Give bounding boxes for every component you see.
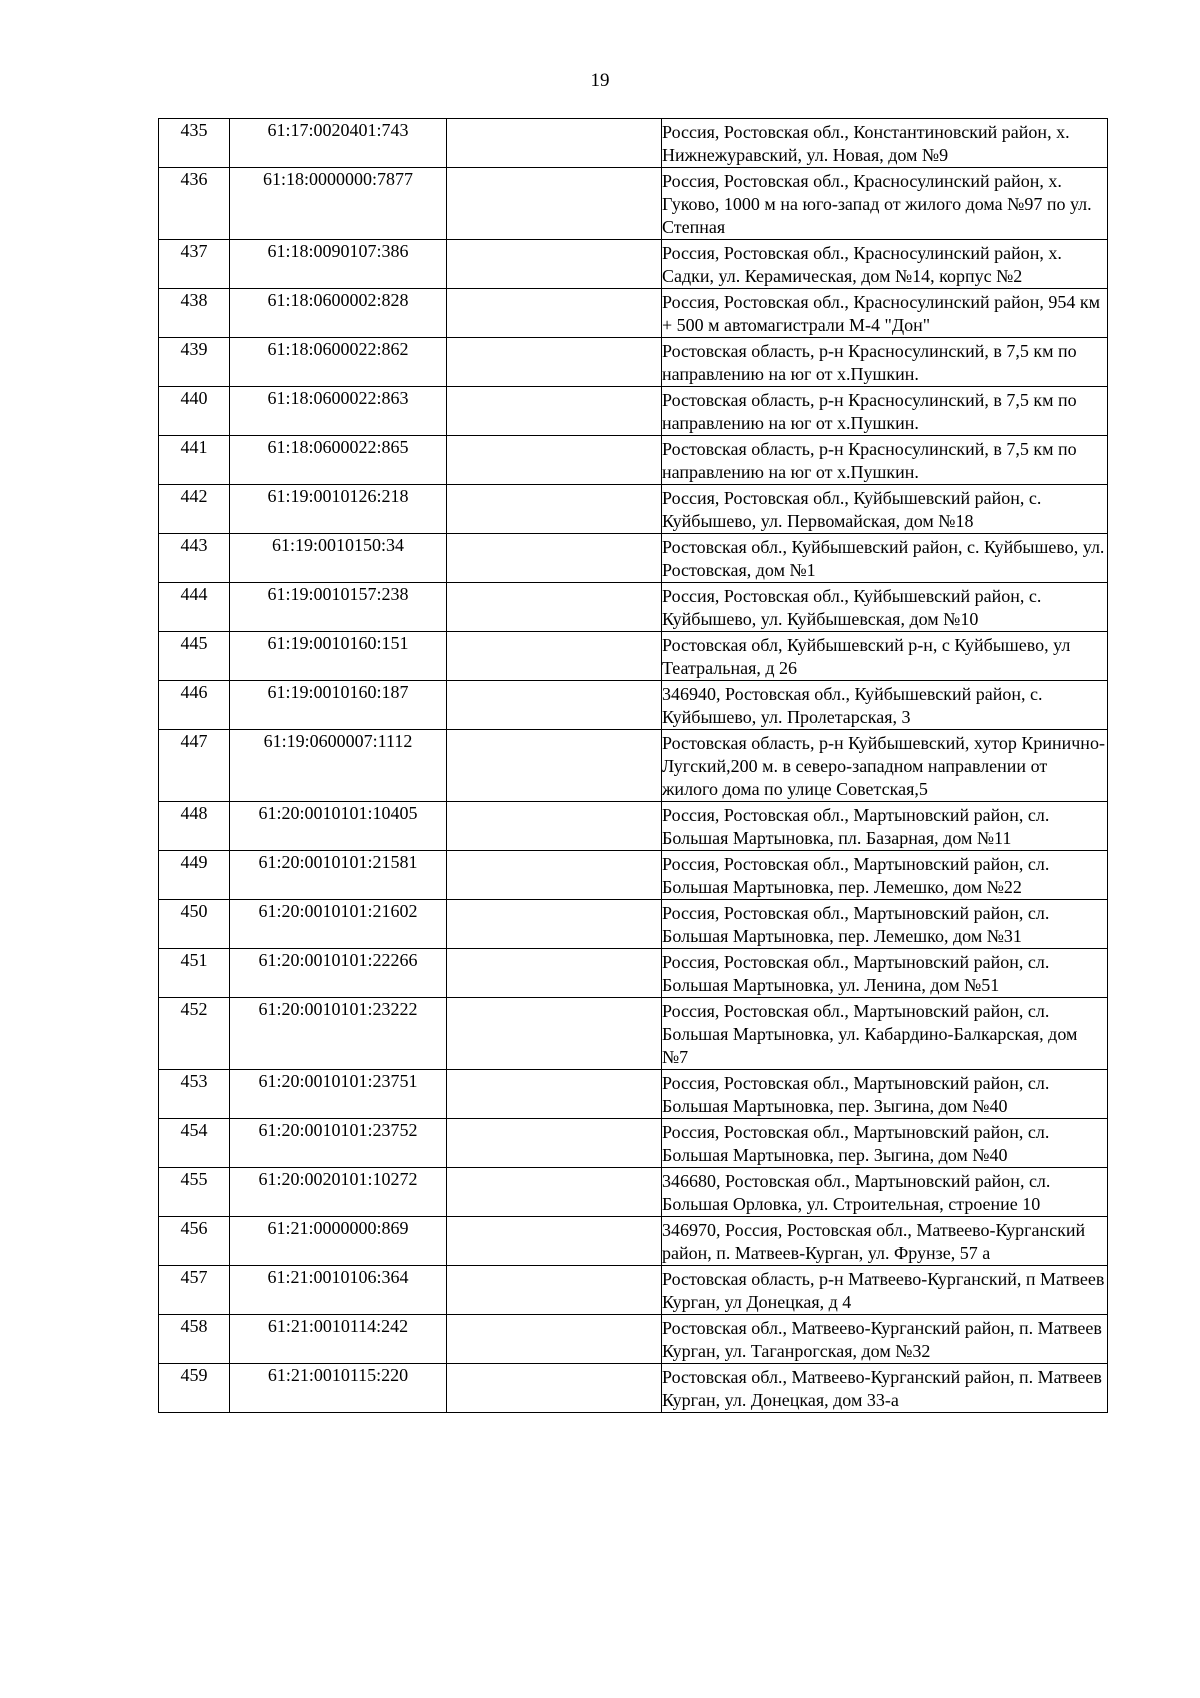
address-cell-text: Ростовская область, р-н Красносулинский, в 7,5 км по направлению на юг от х.Пушкин. [662, 341, 1077, 384]
row-number-cell [159, 681, 230, 730]
cadastral-number-cell [230, 1364, 447, 1413]
cadastral-number-cell [230, 851, 447, 900]
row-number-cell [159, 1364, 230, 1413]
row-number-cell-text: 443 [180, 535, 208, 555]
address-cell [662, 1119, 1108, 1168]
cadastral-number-cell [230, 632, 447, 681]
blank-cell [447, 1070, 662, 1119]
row-number-cell-text: 435 [180, 120, 208, 140]
cadastral-number-cell [230, 900, 447, 949]
address-cell-text: Россия, Ростовская обл., Мартыновский район, сл. Большая Мартыновка, пер. Зыгина, дом №40 [662, 1122, 1050, 1165]
row-number-cell [159, 119, 230, 168]
cadastral-number-cell [230, 681, 447, 730]
property-registry-table [158, 118, 1108, 1413]
row-number-cell-text: 441 [180, 437, 208, 457]
row-number-cell-text: 439 [180, 339, 208, 359]
row-number-cell-text: 436 [180, 169, 208, 189]
address-cell [662, 387, 1108, 436]
address-cell [662, 1217, 1108, 1266]
cadastral-number-cell-text: 61:20:0010101:22266 [258, 950, 418, 970]
table-row [159, 583, 1108, 632]
cadastral-number-cell-text: 61:20:0010101:21602 [258, 901, 418, 921]
address-cell [662, 534, 1108, 583]
blank-cell [447, 949, 662, 998]
cadastral-number-cell-text: 61:20:0020101:10272 [258, 1169, 418, 1189]
row-number-cell-text: 437 [180, 241, 208, 261]
blank-cell [447, 289, 662, 338]
table-row [159, 1168, 1108, 1217]
table-row [159, 289, 1108, 338]
cadastral-number-cell-text: 61:21:0010106:364 [267, 1267, 409, 1287]
cadastral-number-cell [230, 1266, 447, 1315]
row-number-cell-text: 442 [180, 486, 208, 506]
row-number-cell-text: 449 [180, 852, 208, 872]
row-number-cell [159, 1315, 230, 1364]
blank-cell [447, 338, 662, 387]
blank-cell [447, 900, 662, 949]
blank-cell [447, 240, 662, 289]
address-cell-text: Россия, Ростовская обл., Красносулинский район, х. Садки, ул. Керамическая, дом №14, корпус №2 [662, 243, 1062, 286]
row-number-cell-text: 438 [180, 290, 208, 310]
row-number-cell [159, 1266, 230, 1315]
address-cell [662, 900, 1108, 949]
address-cell-text: Ростовская обл., Матвеево-Курганский район, п. Матвеев Курган, ул. Таганрогская, дом №32 [662, 1318, 1102, 1361]
cadastral-number-cell-text: 61:17:0020401:743 [267, 120, 409, 140]
cadastral-number-cell-text: 61:20:0010101:10405 [258, 803, 418, 823]
address-cell [662, 949, 1108, 998]
row-number-cell-text: 458 [180, 1316, 208, 1336]
table-row [159, 802, 1108, 851]
row-number-cell [159, 730, 230, 802]
address-cell-text: Россия, Ростовская обл., Мартыновский район, сл. Большая Мартыновка, ул. Ленина, дом №51 [662, 952, 1050, 995]
address-cell [662, 1315, 1108, 1364]
table-row [159, 1266, 1108, 1315]
row-number-cell [159, 998, 230, 1070]
row-number-cell [159, 802, 230, 851]
row-number-cell [159, 949, 230, 998]
cadastral-number-cell [230, 168, 447, 240]
cadastral-number-cell-text: 61:21:0010115:220 [267, 1365, 409, 1385]
address-cell [662, 730, 1108, 802]
row-number-cell [159, 1168, 230, 1217]
row-number-cell [159, 632, 230, 681]
table-row [159, 1315, 1108, 1364]
cadastral-number-cell [230, 730, 447, 802]
address-cell [662, 289, 1108, 338]
row-number-cell [159, 338, 230, 387]
blank-cell [447, 681, 662, 730]
row-number-cell-text: 445 [180, 633, 208, 653]
blank-cell [447, 534, 662, 583]
address-cell-text: Ростовская область, р-н Куйбышевский, хутор Кринично-Лугский,200 м. в северо-западном направлении от жилого дома по улице Советская,5 [662, 733, 1105, 799]
table-row [159, 681, 1108, 730]
cadastral-number-cell [230, 1217, 447, 1266]
row-number-cell-text: 452 [180, 999, 208, 1019]
address-cell [662, 583, 1108, 632]
address-cell [662, 1266, 1108, 1315]
table-row [159, 119, 1108, 168]
cadastral-number-cell [230, 485, 447, 534]
cadastral-number-cell-text: 61:20:0010101:23222 [258, 999, 418, 1019]
cadastral-number-cell-text: 61:19:0010150:34 [271, 535, 404, 555]
table-row [159, 998, 1108, 1070]
row-number-cell [159, 583, 230, 632]
cadastral-number-cell-text: 61:20:0010101:23751 [258, 1071, 418, 1091]
cadastral-number-cell-text: 61:19:0010157:238 [267, 584, 409, 604]
blank-cell [447, 1217, 662, 1266]
cadastral-number-cell-text: 61:20:0010101:21581 [258, 852, 418, 872]
address-cell-text: Ростовская обл., Матвеево-Курганский район, п. Матвеев Курган, ул. Донецкая, дом 33-а [662, 1367, 1102, 1410]
address-cell [662, 485, 1108, 534]
cadastral-number-cell [230, 583, 447, 632]
address-cell [662, 1364, 1108, 1413]
cadastral-number-cell-text: 61:18:0090107:386 [267, 241, 409, 261]
blank-cell [447, 119, 662, 168]
table-row [159, 900, 1108, 949]
cadastral-number-cell-text: 61:19:0600007:1112 [263, 731, 413, 751]
address-cell [662, 1070, 1108, 1119]
blank-cell [447, 802, 662, 851]
row-number-cell-text: 440 [180, 388, 208, 408]
address-cell-text: Россия, Ростовская обл., Мартыновский район, сл. Большая Мартыновка, пл. Базарная, дом №11 [662, 805, 1050, 848]
cadastral-number-cell [230, 1070, 447, 1119]
table-row [159, 436, 1108, 485]
cadastral-number-cell-text: 61:21:0000000:869 [267, 1218, 409, 1238]
table-row [159, 1217, 1108, 1266]
address-cell-text: Ростовская обл., Куйбышевский район, с. Куйбышево, ул. Ростовская, дом №1 [662, 537, 1105, 580]
table-row [159, 1070, 1108, 1119]
address-cell [662, 436, 1108, 485]
registry-table-body [159, 119, 1108, 1413]
blank-cell [447, 1315, 662, 1364]
blank-cell [447, 485, 662, 534]
blank-cell [447, 168, 662, 240]
address-cell [662, 168, 1108, 240]
row-number-cell [159, 387, 230, 436]
row-number-cell-text: 444 [180, 584, 208, 604]
blank-cell [447, 1266, 662, 1315]
row-number-cell [159, 168, 230, 240]
row-number-cell-text: 454 [180, 1120, 208, 1140]
row-number-cell [159, 485, 230, 534]
row-number-cell [159, 534, 230, 583]
blank-cell [447, 1119, 662, 1168]
address-cell-text: Россия, Ростовская обл., Мартыновский район, сл. Большая Мартыновка, пер. Лемешко, дом №22 [662, 854, 1050, 897]
row-number-cell [159, 240, 230, 289]
cadastral-number-cell [230, 338, 447, 387]
cadastral-number-cell [230, 387, 447, 436]
address-cell-text: Ростовская обл, Куйбышевский р-н, с Куйбышево, ул Театральная, д 26 [662, 635, 1071, 678]
cadastral-number-cell-text: 61:18:0600002:828 [267, 290, 409, 310]
cadastral-number-cell-text: 61:19:0010160:151 [267, 633, 409, 653]
cadastral-number-cell [230, 534, 447, 583]
address-cell-text: Ростовская область, р-н Красносулинский, в 7,5 км по направлению на юг от х.Пушкин. [662, 439, 1077, 482]
blank-cell [447, 998, 662, 1070]
row-number-cell-text: 450 [180, 901, 208, 921]
blank-cell [447, 387, 662, 436]
row-number-cell [159, 1070, 230, 1119]
table-row [159, 387, 1108, 436]
table-row [159, 1364, 1108, 1413]
table-row [159, 338, 1108, 387]
blank-cell [447, 730, 662, 802]
blank-cell [447, 583, 662, 632]
address-cell-text: Ростовская область, р-н Матвеево-Курганский, п Матвеев Курган, ул Донецкая, д 4 [662, 1269, 1105, 1312]
row-number-cell-text: 451 [180, 950, 208, 970]
table-row [159, 949, 1108, 998]
cadastral-number-cell-text: 61:18:0600022:862 [267, 339, 409, 359]
address-cell [662, 1168, 1108, 1217]
address-cell-text: Россия, Ростовская обл., Красносулинский район, х. Гуково, 1000 м на юго-запад от жилого дома №97 по ул. Степная [662, 171, 1092, 237]
address-cell-text: 346680, Ростовская обл., Мартыновский район, сл. Большая Орловка, ул. Строительная, строение 10 [662, 1171, 1051, 1214]
table-row [159, 240, 1108, 289]
address-cell [662, 802, 1108, 851]
row-number-cell [159, 851, 230, 900]
row-number-cell-text: 455 [180, 1169, 208, 1189]
address-cell [662, 998, 1108, 1070]
address-cell-text: 346940, Ростовская обл., Куйбышевский район, с. Куйбышево, ул. Пролетарская, 3 [662, 684, 1043, 727]
row-number-cell-text: 446 [180, 682, 208, 702]
cadastral-number-cell-text: 61:19:0010126:218 [267, 486, 409, 506]
row-number-cell-text: 448 [180, 803, 208, 823]
blank-cell [447, 851, 662, 900]
cadastral-number-cell [230, 436, 447, 485]
cadastral-number-cell-text: 61:19:0010160:187 [267, 682, 409, 702]
address-cell-text: Россия, Ростовская обл., Куйбышевский район, с. Куйбышево, ул. Куйбышевская, дом №10 [662, 586, 1042, 629]
address-cell-text: Россия, Ростовская обл., Красносулинский район, 954 км + 500 м автомагистрали М-4 "Дон" [662, 292, 1101, 335]
address-cell-text: Ростовская область, р-н Красносулинский, в 7,5 км по направлению на юг от х.Пушкин. [662, 390, 1077, 433]
row-number-cell-text: 453 [180, 1071, 208, 1091]
blank-cell [447, 1364, 662, 1413]
cadastral-number-cell [230, 949, 447, 998]
address-cell [662, 681, 1108, 730]
table-row [159, 851, 1108, 900]
cadastral-number-cell [230, 1168, 447, 1217]
address-cell [662, 119, 1108, 168]
cadastral-number-cell [230, 998, 447, 1070]
cadastral-number-cell [230, 1119, 447, 1168]
row-number-cell-text: 447 [180, 731, 208, 751]
address-cell-text: Россия, Ростовская обл., Мартыновский район, сл. Большая Мартыновка, ул. Кабардино-Балкарская, дом №7 [662, 1001, 1078, 1067]
address-cell [662, 632, 1108, 681]
blank-cell [447, 632, 662, 681]
address-cell-text: Россия, Ростовская обл., Мартыновский район, сл. Большая Мартыновка, пер. Лемешко, дом №31 [662, 903, 1050, 946]
cadastral-number-cell [230, 802, 447, 851]
row-number-cell [159, 1217, 230, 1266]
table-row [159, 730, 1108, 802]
table-row [159, 1119, 1108, 1168]
table-row [159, 534, 1108, 583]
blank-cell [447, 436, 662, 485]
address-cell [662, 338, 1108, 387]
row-number-cell [159, 289, 230, 338]
row-number-cell [159, 1119, 230, 1168]
cadastral-number-cell [230, 240, 447, 289]
cadastral-number-cell [230, 289, 447, 338]
cadastral-number-cell-text: 61:18:0600022:865 [267, 437, 409, 457]
row-number-cell-text: 459 [180, 1365, 208, 1385]
address-cell-text: Россия, Ростовская обл., Мартыновский район, сл. Большая Мартыновка, пер. Зыгина, дом №40 [662, 1073, 1050, 1116]
cadastral-number-cell-text: 61:21:0010114:242 [267, 1316, 409, 1336]
table-row [159, 485, 1108, 534]
cadastral-number-cell-text: 61:20:0010101:23752 [258, 1120, 418, 1140]
cadastral-number-cell-text: 61:18:0000000:7877 [262, 169, 413, 189]
blank-cell [447, 1168, 662, 1217]
table-row [159, 632, 1108, 681]
address-cell [662, 851, 1108, 900]
address-cell [662, 240, 1108, 289]
table-row [159, 168, 1108, 240]
row-number-cell [159, 900, 230, 949]
address-cell-text: 346970, Россия, Ростовская обл., Матвеево-Курганский район, п. Матвеев-Курган, ул. Фрунзе, 57 а [662, 1220, 1086, 1263]
address-cell-text: Россия, Ростовская обл., Константиновский район, х. Нижнежуравский, ул. Новая, дом №9 [662, 122, 1070, 165]
page-number: 19 [590, 70, 610, 91]
cadastral-number-cell [230, 119, 447, 168]
cadastral-number-cell-text: 61:18:0600022:863 [267, 388, 409, 408]
row-number-cell-text: 457 [180, 1267, 208, 1287]
row-number-cell [159, 436, 230, 485]
address-cell-text: Россия, Ростовская обл., Куйбышевский район, с. Куйбышево, ул. Первомайская, дом №18 [662, 488, 1042, 531]
row-number-cell-text: 456 [180, 1218, 208, 1238]
cadastral-number-cell [230, 1315, 447, 1364]
